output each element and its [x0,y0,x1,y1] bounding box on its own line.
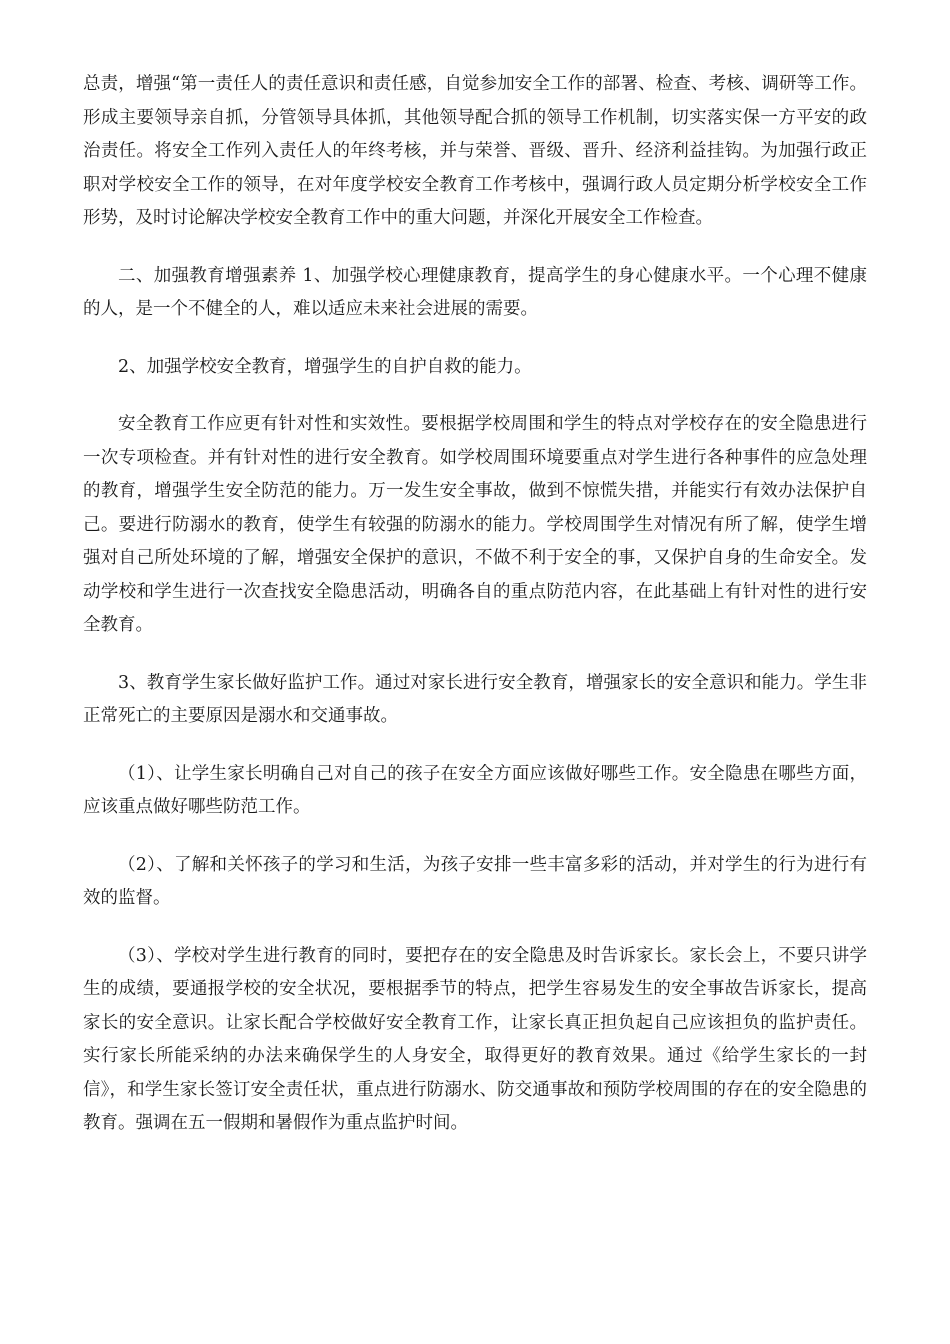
paragraph-item-2: 2、加强学校安全教育，增强学生的自护自救的能力。 [118,356,532,377]
paragraph-section-two: 二、加强教育增强素养 1、加强学校心理健康教育，提高学生的身心健康水平。一个心理不健康的人，是一个不健全的人，难以适应未来社会进展的需要。 [83,265,867,319]
paragraph-subitem-1: （1）、让学生家长明确自己对自己的孩子在安全方面应该做好哪些工作。安全隐患在哪些方面，应该重点做好哪些防范工作。 [83,763,867,817]
paragraph-responsibility: 总责，增强“第一责任人的责任意识和责任感，自觉参加安全工作的部署、检查、考核、调研等工作。形成主要领导亲自抓，分管领导具体抓，其他领导配合抓的领导工作机制，切实落实保一方平安的政治责任。将安全工作列入责任人的年终考核，并与荣誉、晋级、晋升、经济利益挂钩。为加强行政正职对学校安全工作的领导，在对年度学校安全教育工作考核中，强调行政人员定期分析学校安全工作形势，及时讨论解决学校安全教育工作中的重大问题，并深化开展安全工作检查。 [83,74,867,228]
paragraph-item-3: 3、教育学生家长做好监护工作。通过对家长进行安全教育，增强家长的安全意识和能力。学生非正常死亡的主要原因是溺水和交通事故。 [83,672,867,726]
paragraph-safety-education: 安全教育工作应更有针对性和实效性。要根据学校周围和学生的特点对学校存在的安全隐患进行一次专项检查。并有针对性的进行安全教育。如学校周围环境要重点对学生进行各种事件的应急处理的教育，增强学生安全防范的能力。万一发生安全事故，做到不惊慌失措，并能实行有效办法保护自己。要进行防溺水的教育，使学生有较强的防溺水的能力。学校周围学生对情况有所了解，使学生增强对自己所处环境的了解，增强安全保护的意识，不做不利于安全的事，又保护自身的生命安全。发动学校和学生进行一次查找安全隐患活动，明确各自的重点防范内容，在此基础上有针对性的进行安全教育。 [83,414,867,635]
paragraph-subitem-3: （3）、学校对学生进行教育的同时，要把存在的安全隐患及时告诉家长。家长会上，不要只讲学生的成绩，要通报学校的安全状况，要根据季节的特点，把学生容易发生的安全事故告诉家长，提高家长的安全意识。让家长配合学校做好安全教育工作，让家长真正担负起自己应该担负的监护责任。实行家长所能采纳的办法来确保学生的人身安全，取得更好的教育效果。通过《给学生家长的一封信》，和学生家长签订安全责任状，重点进行防溺水、防交通事故和预防学校周围的存在的安全隐患的教育。强调在五一假期和暑假作为重点监护时间。 [83,945,867,1133]
paragraph-subitem-2: （2）、了解和关怀孩子的学习和生活，为孩子安排一些丰富多彩的活动，并对学生的行为进行有效的监督。 [83,854,867,908]
document-body [83,68,867,1165]
